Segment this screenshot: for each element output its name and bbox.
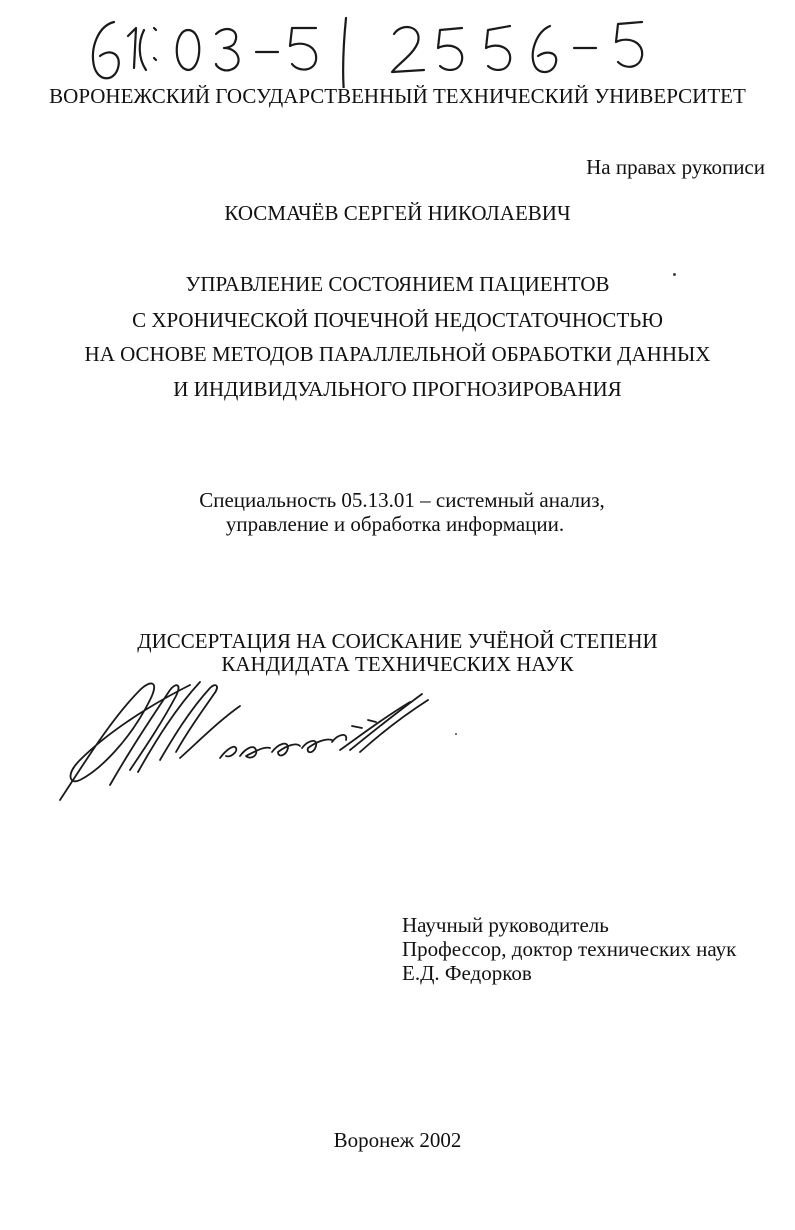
supervisor-block [402,913,736,985]
supervisor-line: Е.Д. Федорков [402,961,532,985]
thesis-title-line: НА ОСНОВЕ МЕТОДОВ ПАРАЛЛЕЛЬНОЙ ОБРАБОТКИ ДАННЫХ [84,342,711,366]
thesis-title-line: УПРАВЛЕНИЕ СОСТОЯНИЕМ ПАЦИЕНТОВ [185,272,610,296]
speciality-line: управление и обработка информации. [225,512,565,536]
speciality-line: Специальность 05.13.01 – системный анализ, [199,488,605,512]
degree-statement-line: КАНДИДАТА ТЕХНИЧЕСКИХ НАУК [221,652,574,676]
scan-speck [455,733,457,735]
thesis-title-line: С ХРОНИЧЕСКОЙ ПОЧЕЧНОЙ НЕДОСТАТОЧНОСТЬЮ [132,308,663,332]
city-and-year: Воронеж 2002 [333,1128,462,1152]
scan-speck [673,273,676,276]
university-name: ВОРОНЕЖСКИЙ ГОСУДАРСТВЕННЫЙ ТЕХНИЧЕСКИЙ УНИВЕРСИТЕТ [49,84,746,108]
supervisor-line: Научный руководитель [402,913,609,937]
manuscript-rights-note: На правах рукописи [586,155,765,179]
author-signature [50,660,430,810]
thesis-title-line: И ИНДИВИДУАЛЬНОГО ПРОГНОЗИРОВАНИЯ [173,377,622,401]
handwritten-catalogue-code [80,8,670,88]
degree-statement-line: ДИССЕРТАЦИЯ НА СОИСКАНИЕ УЧЁНОЙ СТЕПЕНИ [137,629,658,653]
author-name: КОСМАЧЁВ СЕРГЕЙ НИКОЛАЕВИЧ [224,201,571,225]
supervisor-line: Профессор, доктор технических наук [402,937,737,961]
